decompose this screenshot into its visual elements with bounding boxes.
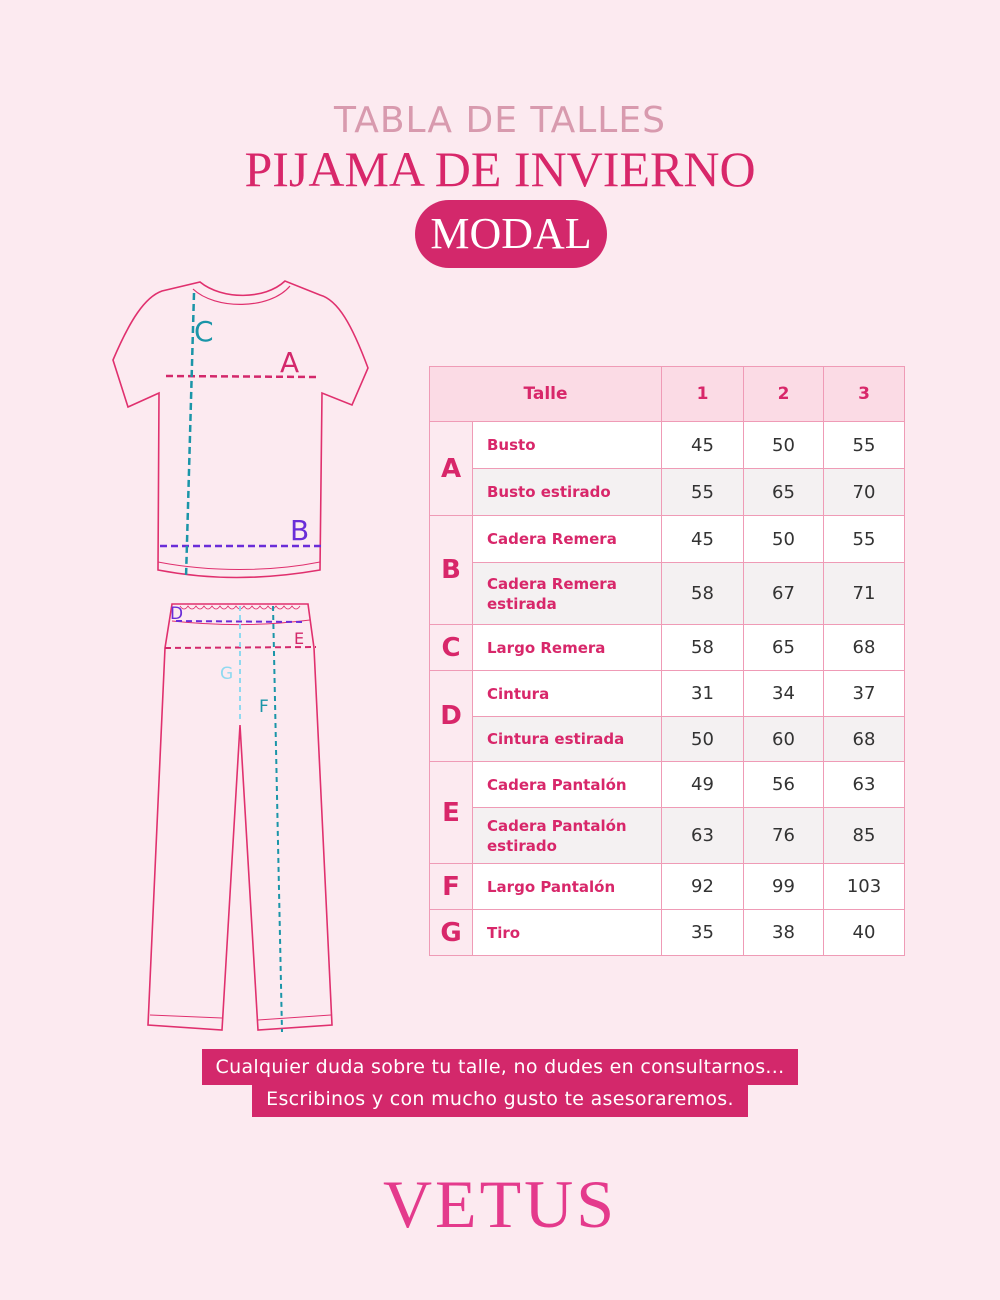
cell-value: 63	[824, 762, 905, 808]
cell-value: 65	[744, 469, 824, 516]
label-a: A	[280, 346, 300, 379]
cell-value: 38	[744, 910, 824, 956]
cell-value: 55	[824, 422, 905, 469]
row-label: Cintura	[473, 671, 662, 717]
cell-value: 45	[662, 422, 744, 469]
row-label: Cadera Remera estirada	[473, 563, 662, 625]
contact-note-text-1: Cualquier duda sobre tu talle, no dudes en consultarnos...	[202, 1049, 799, 1085]
table-row	[430, 717, 905, 762]
table-row	[430, 910, 905, 956]
cell-value: 103	[824, 864, 905, 910]
header-size-3: 3	[824, 367, 905, 422]
table-row	[430, 808, 905, 864]
brand-logo: VETUS	[382, 1166, 618, 1242]
cell-value: 49	[662, 762, 744, 808]
pants-outline	[148, 604, 332, 1030]
contact-note-text-2: Escribinos y con mucho gusto te asesoraremos.	[252, 1081, 748, 1117]
cell-value: 60	[744, 717, 824, 762]
group-letter-c: C	[430, 625, 473, 671]
table-row	[430, 671, 905, 717]
group-letter-b: B	[430, 516, 473, 625]
cell-value: 71	[824, 563, 905, 625]
group-letter-f: F	[430, 864, 473, 910]
row-label: Cadera Remera	[473, 516, 662, 563]
cell-value: 34	[744, 671, 824, 717]
row-label: Busto estirado	[473, 469, 662, 516]
cell-value: 35	[662, 910, 744, 956]
group-letter-g: G	[430, 910, 473, 956]
measure-line-f	[273, 606, 282, 1032]
group-letter-e: E	[430, 762, 473, 864]
table-row	[430, 762, 905, 808]
table-row	[430, 563, 905, 625]
cell-value: 99	[744, 864, 824, 910]
cell-value: 40	[824, 910, 905, 956]
label-f: F	[259, 697, 269, 717]
measure-line-d	[176, 621, 306, 622]
row-label: Cadera Pantalón	[473, 762, 662, 808]
cell-value: 50	[744, 516, 824, 563]
table-row	[430, 864, 905, 910]
cell-value: 31	[662, 671, 744, 717]
label-e: E	[294, 629, 305, 648]
page-subtitle: TABLA DE TALLES	[334, 100, 666, 141]
cell-value: 92	[662, 864, 744, 910]
group-letter-a: A	[430, 422, 473, 516]
tshirt-hem	[158, 562, 320, 570]
page-title: PIJAMA DE INVIERNO	[244, 141, 756, 197]
cell-value: 67	[744, 563, 824, 625]
cell-value: 50	[744, 422, 824, 469]
cell-value: 37	[824, 671, 905, 717]
table-row	[430, 625, 905, 671]
table-row	[430, 422, 905, 469]
header-talle: Talle	[430, 367, 662, 422]
contact-note-line-1	[0, 1049, 1000, 1085]
tshirt-outline	[113, 281, 368, 578]
cell-value: 55	[824, 516, 905, 563]
label-c: C	[194, 315, 214, 348]
cell-value: 50	[662, 717, 744, 762]
cell-value: 58	[662, 563, 744, 625]
cell-value: 70	[824, 469, 905, 516]
cell-value: 56	[744, 762, 824, 808]
pants-hem-left	[150, 1015, 222, 1018]
row-label: Largo Remera	[473, 625, 662, 671]
cell-value: 68	[824, 717, 905, 762]
label-b: B	[290, 514, 310, 547]
cell-value: 76	[744, 808, 824, 864]
row-label: Largo Pantalón	[473, 864, 662, 910]
cell-value: 65	[744, 625, 824, 671]
header-size-1: 1	[662, 367, 744, 422]
row-label: Cadera Pantalón estirado	[473, 808, 662, 864]
cell-value: 55	[662, 469, 744, 516]
row-label: Busto	[473, 422, 662, 469]
pants-hem-right	[258, 1015, 331, 1020]
label-d: D	[170, 604, 184, 624]
row-label: Tiro	[473, 910, 662, 956]
contact-note-line-2	[0, 1081, 1000, 1117]
cell-value: 68	[824, 625, 905, 671]
measure-line-c	[186, 293, 194, 578]
label-g: G	[220, 664, 234, 684]
table-row	[430, 516, 905, 563]
size-table	[429, 366, 905, 956]
table-row	[430, 469, 905, 516]
cell-value: 58	[662, 625, 744, 671]
cell-value: 63	[662, 808, 744, 864]
row-label: Cintura estirada	[473, 717, 662, 762]
header-size-2: 2	[744, 367, 824, 422]
cell-value: 85	[824, 808, 905, 864]
group-letter-d: D	[430, 671, 473, 762]
table-header-row	[430, 367, 905, 422]
fabric-badge: MODAL	[415, 200, 607, 268]
cell-value: 45	[662, 516, 744, 563]
